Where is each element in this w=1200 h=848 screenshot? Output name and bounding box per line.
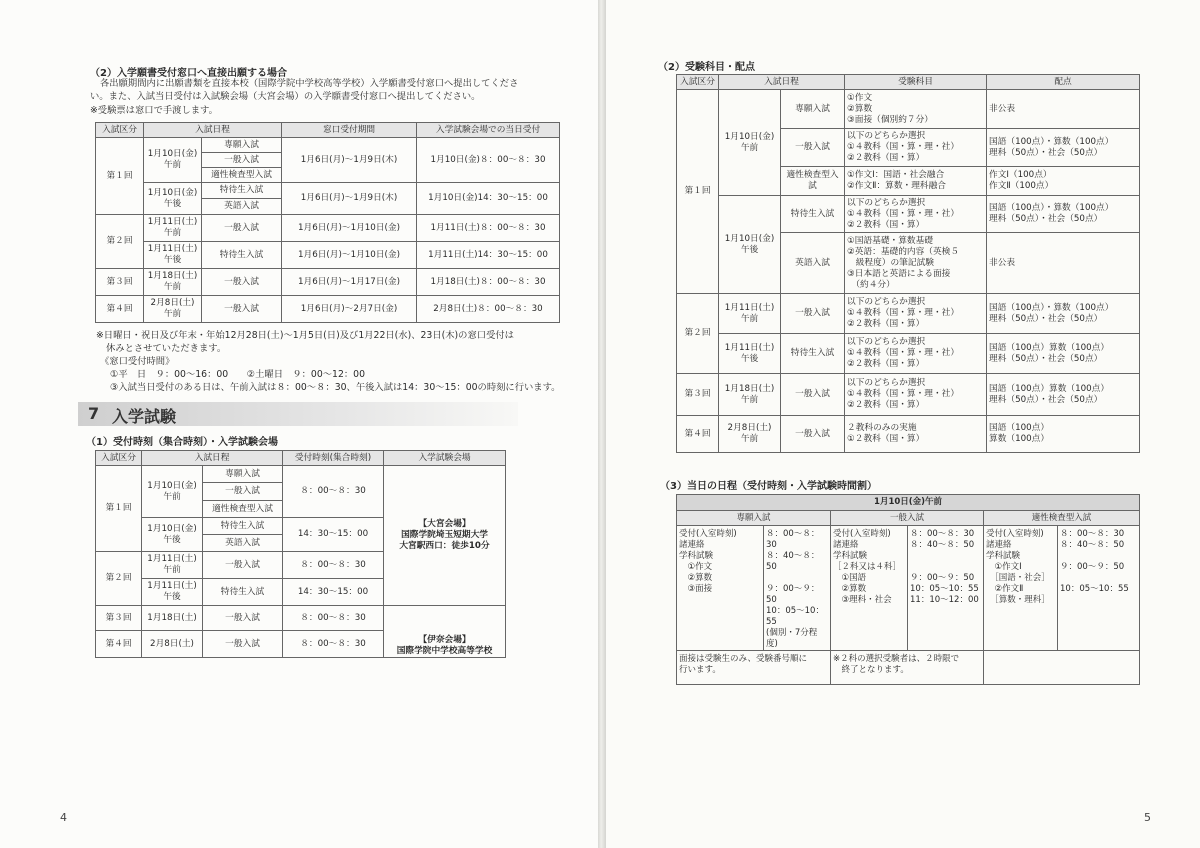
right-page [606,0,1200,848]
exam-date: 1月10日(金) 午前 [144,138,202,183]
holiday-note: 休みとさせていただきます。 [106,343,227,354]
column-header: 入試日程 [719,75,845,90]
window-period: 1月6日(月)～2月7日(金) [282,296,417,323]
section-number: 7 [88,404,100,423]
column-header: 入試区分 [96,123,144,138]
reception-time: ８：00～８：30 [283,631,384,658]
table-header-row [677,511,1140,526]
table-row [677,334,1140,374]
reception-hours: ①平 日 ９：00～16：00 ②土曜日 ９：00～12：00 [110,369,365,380]
reception-time: 14：30～15：00 [283,518,384,552]
section-2-heading: （2）入学願書受付窓口へ直接出願する場合 [90,68,287,79]
same-day-reception: 1月18日(土)８：00～８：30 [417,269,560,296]
column-header: 一般入試 [831,511,984,526]
subjects-points-table [676,74,1140,453]
exam-round: 第２回 [96,552,142,606]
exam-subjects: 以下のどちらか選択 ①４教科（国・算・理・社） ②２教科（国・算） [845,374,987,416]
schedule-items: 受付(入室時刻) 諸連絡 学科試験 ①作文 ②算数 ③面接 [677,526,764,651]
exam-type: 一般入試 [202,269,282,296]
same-day-reception: 1月11日(土)14：30～15：00 [417,242,560,269]
section-3-heading: （3）当日の日程（受付時刻・入学試験時間割） [660,481,877,492]
receipt-note: ※受験票は窓口で手渡します。 [90,105,218,116]
exam-subjects: ①作文 ②算数 ③面接（個別約７分） [845,90,987,129]
exam-round: 第２回 [96,215,144,269]
section-7-1-heading: （1）受付時刻（集合時刻）・入学試験会場 [86,437,278,448]
exam-date: 1月11日(土) 午前 [144,215,202,242]
exam-points: 国語（100点） 算数（100点） [987,416,1140,453]
schedule-note: ※２科の選択受験者は、２時限で 終了となります。 [831,651,984,685]
exam-type: 一般入試 [203,483,283,501]
schedule-title: 1月10日(金)午前 [677,495,1140,511]
exam-round: 第１回 [677,90,719,294]
section-2-heading: （2）受験科目・配点 [658,62,755,73]
column-header: 入試区分 [96,451,142,466]
exam-type: 英語入試 [203,535,283,552]
window-period: 1月6日(月)～1月9日(木) [282,183,417,215]
exam-points: 国語（100点）・算数（100点） 理科（50点）・社会（50点） [987,196,1140,233]
day-schedule-table [676,494,1140,685]
column-header: 適性検査型入試 [984,511,1140,526]
reception-time: ８：00～８：30 [283,466,384,518]
exam-date: 1月10日(金) 午前 [719,90,781,196]
left-page [0,0,598,848]
table-row [677,90,1140,129]
reception-time: ８：00～８：30 [283,606,384,631]
exam-type: 英語入試 [781,233,845,294]
exam-date: 1月11日(土) 午後 [144,242,202,269]
schedule-note [984,651,1140,685]
section-2-paragraph: い。また、入試当日受付は入試験会場（大宮会場）の入学願書受付窓口へ提出してください。 [90,91,481,102]
exam-type: 特待生入試 [781,334,845,374]
table-row [96,183,560,199]
column-header: 入試日程 [144,123,282,138]
exam-points: 国語（100点）・算数（100点） 理科（50点）・社会（50点） [987,294,1140,334]
same-day-reception: 1月11日(土)８：00～８：30 [417,215,560,242]
venue-ina: 【伊奈会場】 国際学院中学校高等学校 [384,606,506,658]
exam-round: 第１回 [96,466,142,552]
window-reception-table [95,122,560,323]
column-header: 専願入試 [677,511,831,526]
schedule-times: ８：00～８：30 ８：40～８：50 ９：00～９：50 10：05～10：55 (個別・7分程度) [764,526,831,651]
exam-points: 非公表 [987,233,1140,294]
exam-type: 特待生入試 [781,196,845,233]
section-2-paragraph: 各出願期間内に出願書類を直接本校（国際学院中学校高等学校）入学願書受付窓口へ提出してくださ [100,78,519,89]
exam-type: 特待生入試 [203,518,283,535]
exam-subjects: ①作文Ⅰ：国語・社会融合 ②作文Ⅱ：算数・理科融合 [845,167,987,196]
window-period: 1月6日(月)～1月10日(金) [282,242,417,269]
exam-date: 1月11日(土) 午後 [142,579,203,606]
exam-round: 第４回 [96,631,142,658]
exam-type: 一般入試 [203,631,283,658]
column-header: 入学試験会場での当日受付 [417,123,560,138]
exam-subjects: 以下のどちらか選択 ①４教科（国・算・理・社） ②２教科（国・算） [845,129,987,167]
exam-date: 1月18日(土) 午前 [719,374,781,416]
exam-type: 一般入試 [203,606,283,631]
table-row [677,526,1140,651]
exam-date: 1月10日(金) 午後 [144,183,202,215]
exam-subjects: ２教科のみの実施 ①２教科（国・算） [845,416,987,453]
exam-points: 作文Ⅰ（100点） 作文Ⅱ（100点） [987,167,1140,196]
venue-omiya: 【大宮会場】 国際学院埼玉短期大学 大宮駅西口：徒歩10分 [384,466,506,606]
reception-hours: ③入試当日受付のある日は、午前入試は８：00～８：30、午後入試は14：30～15：00の時刻に行います。 [110,382,561,393]
exam-points: 非公表 [987,90,1140,129]
exam-subjects: 以下のどちらか選択 ①４教科（国・算・理・社） ②２教科（国・算） [845,334,987,374]
table-header-row [96,451,506,466]
schedule-note: 面接は受験生のみ、受験番号順に 行います。 [677,651,831,685]
exam-date: 2月8日(土) 午前 [144,296,202,323]
exam-date: 1月18日(土) [142,606,203,631]
exam-type: 専願入試 [203,466,283,483]
exam-date: 1月11日(土) 午前 [142,552,203,579]
exam-type: 一般入試 [781,294,845,334]
window-period: 1月6日(月)～1月9日(木) [282,138,417,183]
schedule-times: ８：00～８：30 ８：40～８：50 ９：00～９：50 10：05～10：55 11：10～12：00 [908,526,984,651]
table-row [96,138,560,153]
column-header: 受付時刻(集合時刻) [283,451,384,466]
exam-type: 一般入試 [202,215,282,242]
exam-type: 適性検査型入試 [202,168,282,183]
exam-type: 適性検査型入試 [781,167,845,196]
holiday-note: ※日曜日・祝日及び年末・年始12月28日(土)～1月5日(日)及び1月22日(水)、23日(木)の窓口受付は [96,330,514,341]
same-day-reception: 2月8日(土)８：00～８：30 [417,296,560,323]
table-header-row [677,75,1140,90]
book-spine [598,0,606,848]
exam-type: 一般入試 [781,416,845,453]
exam-points: 国語（100点）算数（100点） 理科（50点）・社会（50点） [987,334,1140,374]
exam-type: 専願入試 [781,90,845,129]
exam-round: 第４回 [96,296,144,323]
section-title: 入学試験 [112,407,177,426]
exam-date: 1月11日(土) 午後 [719,334,781,374]
exam-type: 一般入試 [203,552,283,579]
exam-round: 第４回 [677,416,719,453]
reception-time: 14：30～15：00 [283,579,384,606]
exam-points: 国語（100点）・算数（100点） 理科（50点）・社会（50点） [987,129,1140,167]
exam-venue-table [95,450,506,658]
exam-points: 国語（100点）算数（100点） 理科（50点）・社会（50点） [987,374,1140,416]
column-header: 入試日程 [142,451,283,466]
exam-type: 特待生入試 [203,579,283,606]
reception-time: ８：00～８：30 [283,552,384,579]
section-7-banner [78,402,518,426]
exam-date: 1月18日(土) 午前 [144,269,202,296]
exam-type: 専願入試 [202,138,282,153]
window-period: 1月6日(月)～1月10日(金) [282,215,417,242]
same-day-reception: 1月10日(金)14：30～15：00 [417,183,560,215]
table-row [677,416,1140,453]
table-row [677,196,1140,233]
exam-round: 第３回 [96,606,142,631]
exam-date: 2月8日(土) 午前 [719,416,781,453]
exam-round: 第１回 [96,138,144,215]
exam-date: 1月10日(金) 午後 [142,518,203,552]
exam-subjects: 以下のどちらか選択 ①４教科（国・算・理・社） ②２教科（国・算） [845,196,987,233]
page-number: 5 [1144,811,1151,824]
exam-type: 英語入試 [202,199,282,215]
reception-hours-heading: 《窓口受付時間》 [100,356,175,367]
exam-subjects: ①国語基礎・算数基礎 ②英語：基礎的内容（英検５ 級程度）の筆記試験 ③日本語と英語による面接 （約４分） [845,233,987,294]
exam-round: 第２回 [677,294,719,374]
table-row [96,466,506,483]
exam-subjects: 以下のどちらか選択 ①４教科（国・算・理・社） ②２教科（国・算） [845,294,987,334]
window-period: 1月6日(月)～1月17日(金) [282,269,417,296]
table-row [96,269,560,296]
table-row [96,296,560,323]
exam-type: 一般入試 [202,153,282,168]
exam-date: 1月10日(金) 午前 [142,466,203,518]
exam-date: 1月11日(土) 午前 [719,294,781,334]
exam-round: 第３回 [96,269,144,296]
column-header: 入学試験会場 [384,451,506,466]
table-row [677,651,1140,685]
exam-date: 2月8日(土) [142,631,203,658]
column-header: 入試区分 [677,75,719,90]
exam-type: 特待生入試 [202,242,282,269]
table-row [677,374,1140,416]
column-header: 窓口受付期間 [282,123,417,138]
table-row [96,215,560,242]
column-header: 配点 [987,75,1140,90]
schedule-items: 受付(入室時刻) 諸連絡 学科試験 ［２科又は４科］ ①国語 ②算数 ③理科・社会 [831,526,908,651]
exam-type: 一般入試 [781,374,845,416]
table-row [96,242,560,269]
column-header: 受験科目 [845,75,987,90]
exam-date: 1月10日(金) 午後 [719,196,781,294]
exam-type: 一般入試 [781,129,845,167]
page-number: 4 [60,811,67,824]
table-row [677,294,1140,334]
table-header-row [96,123,560,138]
table-row [96,606,506,631]
same-day-reception: 1月10日(金)８：00～８：30 [417,138,560,183]
table-title-row [677,495,1140,511]
exam-type: 適性検査型入試 [203,501,283,518]
exam-round: 第３回 [677,374,719,416]
exam-type: 一般入試 [202,296,282,323]
schedule-times: ８：00～８：30 ８：40～８：50 ９：00～９：50 10：05～10：55 [1058,526,1140,651]
exam-type: 特待生入試 [202,183,282,199]
schedule-items: 受付(入室時刻) 諸連絡 学科試験 ①作文Ⅰ ［国語・社会］ ②作文Ⅱ ［算数・理科］ [984,526,1058,651]
